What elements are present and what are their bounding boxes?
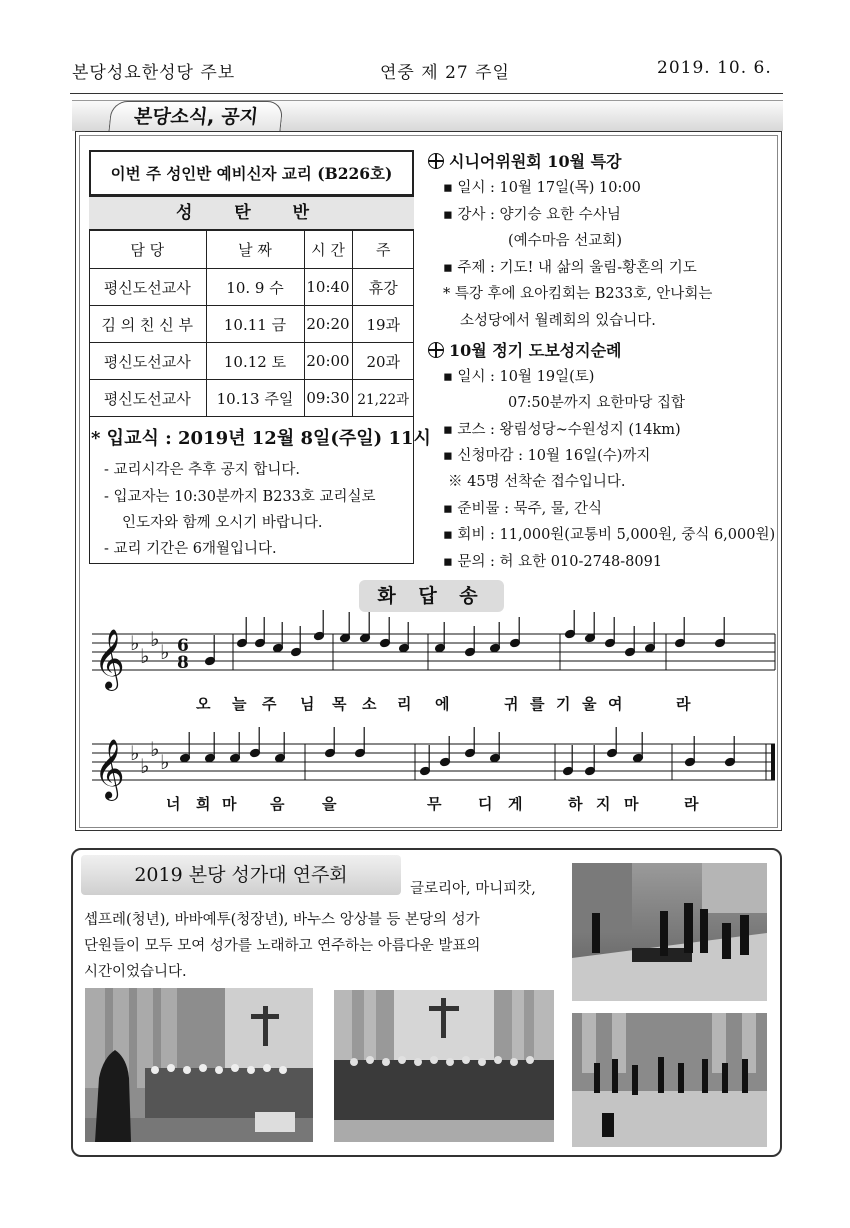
catechism-title: 이번 주 성인반 예비신자 교리 (B226호) bbox=[89, 150, 414, 196]
time-signature-bottom: 8 bbox=[177, 653, 189, 673]
column-header: 담 당 bbox=[89, 231, 206, 269]
table-row bbox=[89, 380, 414, 417]
table-header-row bbox=[89, 231, 414, 269]
lyric: 희 bbox=[196, 795, 211, 813]
choir-text: 셉프레(청년), 바바예투(청장년), 바누스 앙상블 등 본당의 성가 bbox=[84, 912, 480, 928]
bulletin-name: 본당성요한성당 주보 bbox=[72, 63, 236, 83]
lyric: 를 bbox=[530, 695, 545, 713]
table-cell: 09:30 bbox=[304, 380, 352, 417]
lyric: 목 bbox=[332, 695, 347, 713]
pilgrimage-title: 10월 정기 도보성지순례 bbox=[449, 341, 622, 360]
lyric: 기 bbox=[556, 695, 571, 713]
catechism-note: - 교리시각은 추후 공지 합니다. bbox=[104, 462, 301, 478]
senior-lecture-title: 시니어위원회 10월 특강 bbox=[449, 152, 622, 171]
pilgrimage-heading bbox=[428, 338, 622, 361]
header-divider bbox=[70, 93, 783, 94]
senior-item: 소성당에서 월례회의 있습니다. bbox=[460, 313, 656, 329]
choir-text: 글로리아, 마니피캇, bbox=[410, 881, 536, 897]
treble-clef-icon: 𝄞 bbox=[94, 739, 125, 799]
table-row bbox=[89, 306, 414, 343]
flat-icon: ♭ bbox=[140, 754, 150, 778]
choir-concert-title: 2019 본당 성가대 연주회 bbox=[81, 855, 401, 895]
circle-cross-icon bbox=[428, 153, 444, 169]
pilgrimage-item: ▪ 준비물 : 묵주, 물, 간식 bbox=[443, 501, 603, 517]
pilgrimage-item: 07:50분까지 요한마당 집합 bbox=[508, 395, 686, 411]
senior-item: * 특강 후에 요아킴회는 B233호, 안나회는 bbox=[443, 286, 713, 302]
lyric: 무 bbox=[427, 795, 442, 813]
table-cell: 10.13 주일 bbox=[206, 380, 304, 417]
lyric: 소 bbox=[362, 695, 377, 713]
column-header: 시 간 bbox=[304, 231, 352, 269]
lyric: 라 bbox=[676, 695, 691, 713]
lyric: 님 bbox=[300, 695, 315, 713]
pilgrimage-item: ▪ 문의 : 허 요한 010-2748-8091 bbox=[443, 554, 663, 570]
flat-icon: ♭ bbox=[130, 741, 140, 765]
pilgrimage-item: ▪ 코스 : 왕림성당~수원성지 (14km) bbox=[443, 422, 681, 438]
class-name: 성 탄 반 bbox=[89, 196, 414, 230]
catechism-note: - 교리 기간은 6개월입니다. bbox=[104, 541, 277, 557]
lyric: 을 bbox=[322, 795, 337, 813]
lyric: 울 bbox=[582, 695, 597, 713]
lyric: 여 bbox=[608, 695, 623, 713]
table-cell: 10.12 토 bbox=[206, 343, 304, 380]
lyric: 게 bbox=[508, 795, 523, 813]
flat-icon: ♭ bbox=[160, 640, 170, 664]
catechism-note: - 입교자는 10:30분까지 B233호 교리실로 bbox=[104, 489, 376, 505]
lyric: 오 bbox=[196, 695, 211, 713]
catechism-note: 인도자와 함께 오시기 바랍니다. bbox=[122, 515, 323, 531]
section-title: 본당소식, 공지 bbox=[108, 101, 283, 132]
lyric: 마 bbox=[624, 795, 639, 813]
pilgrimage-item: ▪ 신청마감 : 10월 16일(수)까지 bbox=[443, 448, 651, 464]
lyric: 하 bbox=[568, 795, 583, 813]
flat-icon: ♭ bbox=[140, 644, 150, 668]
table-cell: 19과 bbox=[352, 306, 414, 343]
table-cell: 휴강 bbox=[352, 269, 414, 306]
flat-icon: ♭ bbox=[150, 737, 160, 761]
senior-item: (예수마음 선교회) bbox=[508, 233, 622, 249]
lyric: 늘 bbox=[232, 695, 247, 713]
lyric: 라 bbox=[684, 795, 699, 813]
lyric: 디 bbox=[478, 795, 493, 813]
performance-photo bbox=[572, 1013, 767, 1147]
senior-item: ▪ 강사 : 양기승 요한 수사님 bbox=[443, 207, 621, 223]
table-cell: 10:40 bbox=[304, 269, 352, 306]
circle-cross-icon bbox=[428, 342, 444, 358]
lyric: 지 bbox=[596, 795, 611, 813]
psalm-title: 화 답 송 bbox=[359, 580, 504, 612]
pilgrimage-item: ▪ 회비 : 11,000원(교통비 5,000원, 중식 6,000원) bbox=[443, 527, 776, 543]
table-cell: 10.11 금 bbox=[206, 306, 304, 343]
table-row bbox=[89, 343, 414, 380]
table-row bbox=[89, 269, 414, 306]
lyric: 음 bbox=[270, 795, 285, 813]
table-cell: 평신도선교사 bbox=[89, 380, 206, 417]
liturgical-week: 연중 제 27 주일 bbox=[380, 63, 510, 83]
bulletin-date: 2019. 10. 6. bbox=[657, 58, 772, 78]
ensemble-photo bbox=[572, 863, 767, 1001]
choir-photo bbox=[85, 988, 313, 1142]
table-cell: 20:20 bbox=[304, 306, 352, 343]
lyric: 귀 bbox=[504, 695, 519, 713]
choir-text: 단원들이 모두 모여 성가를 노래하고 연주하는 아름다운 발표의 bbox=[84, 938, 481, 954]
lyric: 에 bbox=[435, 695, 450, 713]
flat-icon: ♭ bbox=[160, 750, 170, 774]
flat-icon: ♭ bbox=[130, 631, 140, 655]
entrance-ceremony: * 입교식 : 2019년 12월 8일(주일) 11시 bbox=[91, 428, 431, 449]
time-signature-top: 6 bbox=[177, 636, 189, 656]
catechism-title-box bbox=[89, 150, 414, 196]
flat-icon: ♭ bbox=[150, 627, 160, 651]
column-header: 날 짜 bbox=[206, 231, 304, 269]
table-cell: 20:00 bbox=[304, 343, 352, 380]
pilgrimage-item: ※ 45명 선착순 접수입니다. bbox=[448, 474, 626, 490]
pilgrimage-item: ▪ 일시 : 10월 19일(토) bbox=[443, 369, 595, 385]
table-cell: 평신도선교사 bbox=[89, 269, 206, 306]
table-cell: 21,22과 bbox=[352, 380, 414, 417]
lyric: 리 bbox=[397, 695, 412, 713]
table-cell: 평신도선교사 bbox=[89, 343, 206, 380]
lyric: 너 bbox=[166, 795, 181, 813]
table-cell: 10. 9 수 bbox=[206, 269, 304, 306]
column-header: 주 bbox=[352, 231, 414, 269]
table-cell: 김 의 친 신 부 bbox=[89, 306, 206, 343]
choir-text: 시간이었습니다. bbox=[84, 964, 187, 980]
senior-item: ▪ 주제 : 기도! 내 삶의 울림-황혼의 기도 bbox=[443, 260, 697, 276]
senior-lecture-heading bbox=[428, 149, 622, 172]
group-photo bbox=[334, 990, 554, 1142]
senior-item: ▪ 일시 : 10월 17일(목) 10:00 bbox=[443, 180, 641, 196]
lyric: 마 bbox=[222, 795, 237, 813]
catechism-schedule-table bbox=[89, 230, 414, 417]
treble-clef-icon: 𝄞 bbox=[94, 629, 125, 689]
lyric: 주 bbox=[262, 695, 277, 713]
table-cell: 20과 bbox=[352, 343, 414, 380]
